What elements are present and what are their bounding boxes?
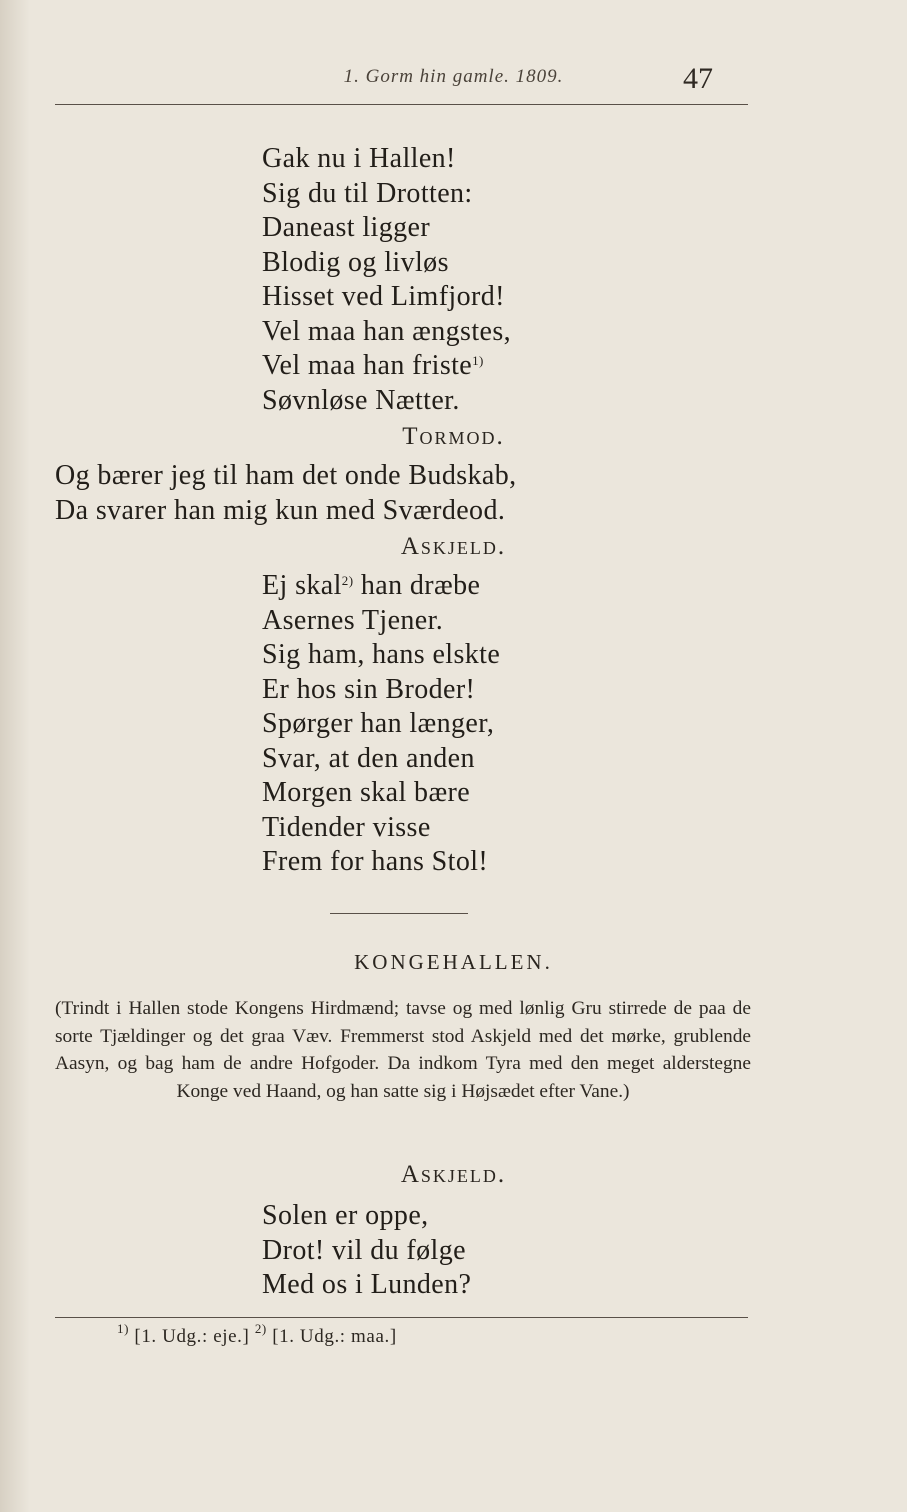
page-header [0,62,907,102]
verse-line: Asernes Tjener. [262,604,444,636]
verse-line: Svar, at den anden [262,742,475,774]
verse-stanza-3 [262,569,500,880]
verse-line: Gak nu i Hallen! [262,143,456,174]
verse-line: Daneast ligger [262,212,431,243]
footnotes [117,1321,397,1348]
footnote-text: [1. Udg.: eje.] [134,1326,250,1347]
verse-line: Blodig og livløs [262,246,449,278]
verse-stanza-2 [55,459,517,528]
verse-line: Søvnløse Nætter. [262,384,460,416]
verse-line: Da svarer han mig kun med Sværdeod. [55,494,506,526]
verse-line: Sig ham, hans elskte [262,639,501,670]
verse-line [262,569,500,604]
verse-line: Er hos sin Broder! [262,673,476,705]
header-rule [55,104,748,105]
footnote-mark: 1) [117,1321,130,1336]
footnote-text: [1. Udg.: maa.] [272,1326,397,1347]
verse-line: Morgen skal bære [262,777,471,808]
footnote-ref-1: 1) [472,353,484,368]
verse-line: Hisset ved Limfjord! [262,281,505,312]
page-number: 47 [683,62,713,95]
section-title: KONGEHALLEN. [354,950,553,974]
verse-text: han dræbe [353,570,481,601]
verse-line: Og bærer jeg til ham det onde Budskab, [55,460,517,491]
verse-stanza-1 [262,142,511,418]
verse-line: Drot! vil du følge [262,1234,466,1266]
verse-line: Solen er oppe, [262,1200,429,1231]
verse-text: Vel maa han friste [262,350,473,381]
verse-line [262,349,511,384]
speaker-name: Askjeld. [400,1161,507,1188]
page-edge-shadow [0,0,30,1512]
verse-line: Frem for hans Stol! [262,846,489,877]
running-title: 1. Gorm hin gamle. 1809. [343,66,564,87]
verse-line: Tidender visse [262,811,431,843]
verse-stanza-4 [262,1199,471,1303]
speaker-name: Askjeld. [400,533,507,560]
speaker-name: Tormod. [402,423,505,450]
verse-line: Sig du til Drotten: [262,177,473,209]
verse-text: Ej skal [262,570,342,601]
verse-line: Spørger han længer, [262,708,495,739]
verse-line: Med os i Lunden? [262,1269,472,1300]
footnote-mark: 2) [254,1321,267,1336]
section-divider [330,913,468,914]
verse-line: Vel maa han ængstes, [262,315,512,347]
footnote-rule [55,1317,748,1318]
footnote-ref-2: 2) [341,573,354,588]
stage-direction: (Trindt i Hallen stode Kongens Hirdmænd; tavse og med lønlig Gru stirrede de paa de sorte Tjældinger og det graa Væv. Fremmerst stod Askjeld med det mørke, grublende Aasyn, og bag ham de andre Hofgoder. Da indkom Tyra med den meget alderstegne Konge ved Haand, og han satte sig i Højsædet efter Vane.) [55,998,751,1102]
